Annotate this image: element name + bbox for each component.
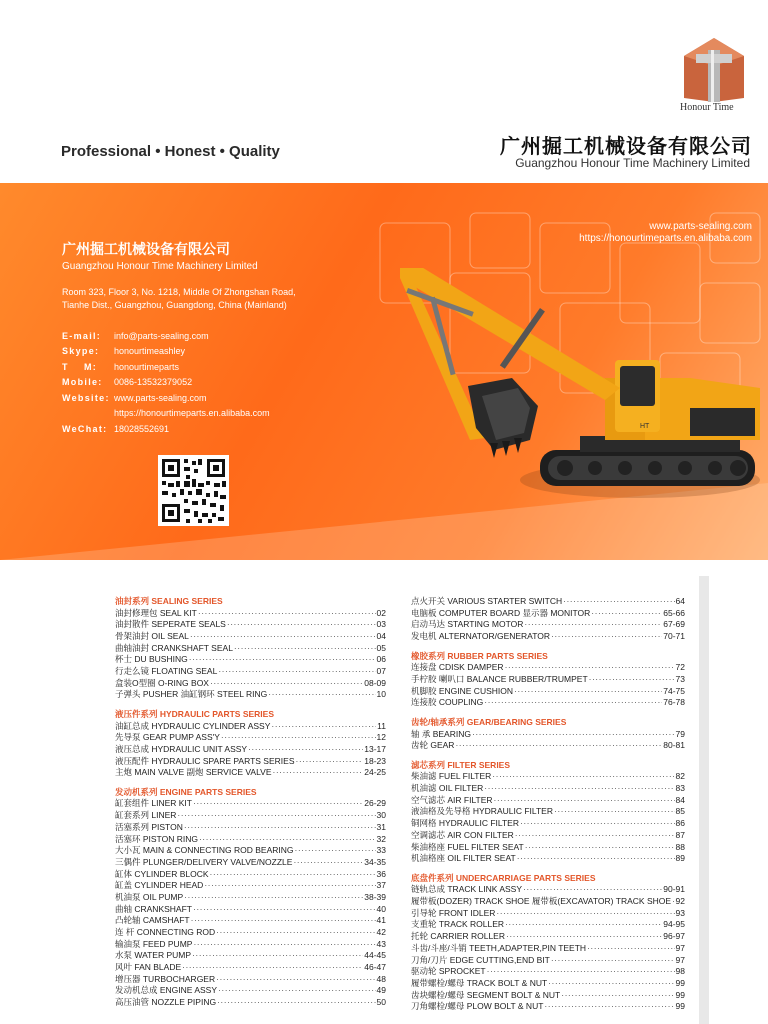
- entry-page-number: 40: [376, 903, 386, 914]
- dot-leader: [487, 966, 675, 978]
- section-spacer: [411, 709, 685, 717]
- entry-page-number: 80-81: [663, 740, 685, 751]
- contact-row: [62, 328, 270, 344]
- entry-page-number: 76-78: [663, 697, 685, 708]
- index-entry[interactable]: [115, 798, 386, 810]
- dot-leader: [496, 908, 674, 920]
- dot-leader: [561, 990, 674, 1002]
- email-link[interactable]: info@parts-sealing.com: [114, 330, 209, 341]
- entry-page-number: 65-66: [663, 607, 685, 618]
- entry-title: 机油滤 OIL FILTER: [411, 783, 484, 794]
- dot-leader: [492, 771, 674, 783]
- website-links: [579, 221, 752, 245]
- index-entry[interactable]: [115, 732, 386, 744]
- entry-page-number: 72: [675, 662, 685, 673]
- dot-leader: [505, 919, 662, 931]
- dot-leader: [221, 732, 376, 744]
- index-entry[interactable]: [411, 896, 685, 908]
- dot-leader: [271, 721, 376, 733]
- entry-page-number: 05: [376, 642, 386, 653]
- index-entry[interactable]: [411, 686, 685, 698]
- entry-page-number: 24-25: [364, 767, 386, 778]
- entry-page-number: 02: [376, 607, 386, 618]
- entry-title: 曲轴油封 CRANKSHAFT SEAL: [115, 642, 233, 653]
- section-spacer: [411, 752, 685, 760]
- entry-page-number: 04: [376, 630, 386, 641]
- index-entry[interactable]: [411, 596, 685, 608]
- dot-leader: [218, 666, 375, 678]
- index-entry[interactable]: [411, 697, 685, 709]
- section-heading: 油封系列 SEALING SERIES: [115, 596, 223, 606]
- index-entry[interactable]: [411, 908, 685, 920]
- dot-leader: [554, 806, 675, 818]
- address-line: Room 323, Floor 3, No. 1218, Middle Of Zhongshan Road,: [62, 287, 296, 297]
- entry-title: 风叶 FAN BLADE: [115, 962, 182, 973]
- index-entry[interactable]: [115, 744, 386, 756]
- dot-leader: [192, 950, 363, 962]
- entry-title: 连接盘 CDISK DAMPER: [411, 662, 504, 673]
- index-entry[interactable]: [411, 853, 685, 865]
- section-spacer: [411, 865, 685, 873]
- contact-label: WeChat:: [62, 423, 108, 434]
- entry-page-number: 06: [376, 654, 386, 665]
- website-link[interactable]: www.parts-sealing.com: [649, 221, 752, 232]
- entry-title: 曲轴 CRANKSHAFT: [115, 903, 192, 914]
- section-spacer: [411, 643, 685, 651]
- index-entry[interactable]: [411, 955, 685, 967]
- entry-title: 机脚胶 ENGINE CUSHION: [411, 685, 514, 696]
- entry-page-number: 44-45: [364, 950, 386, 961]
- entry-title: 高压油管 NOZZLE PIPING: [115, 997, 217, 1008]
- entry-title: 发电机 ALTERNATOR/GENERATOR: [411, 631, 551, 642]
- index-column-left: [115, 596, 386, 1009]
- contact-label: Skype:: [62, 346, 100, 357]
- index-entry[interactable]: [411, 919, 685, 931]
- entry-page-number: 38-39: [364, 891, 386, 902]
- dot-leader: [514, 686, 662, 698]
- entry-page-number: 70-71: [663, 631, 685, 642]
- entry-title: 手柠胶 喇叭口 BALANCE RUBBER/TRUMPET: [411, 673, 588, 684]
- dot-leader: [523, 884, 662, 896]
- index-entry[interactable]: [115, 915, 386, 927]
- entry-title: 缸套系列 LINER: [115, 810, 177, 821]
- website-link[interactable]: www.parts-sealing.com: [114, 392, 207, 403]
- dot-leader: [217, 997, 375, 1009]
- contact-label: E-mail:: [62, 330, 102, 341]
- entry-page-number: 50: [376, 997, 386, 1008]
- entry-page-number: 96-97: [663, 931, 685, 942]
- dot-leader: [268, 689, 375, 701]
- entry-page-number: 10: [376, 689, 386, 700]
- index-entry[interactable]: [115, 834, 386, 846]
- entry-page-number: 99: [675, 989, 685, 1000]
- contact-label: Mobile:: [62, 377, 103, 388]
- index-entry[interactable]: [115, 869, 386, 881]
- entry-title: 轴 承 BEARING: [411, 728, 471, 739]
- dot-leader: [218, 985, 376, 997]
- index-entry[interactable]: [115, 619, 386, 631]
- dot-leader: [587, 943, 674, 955]
- section-spacer: [115, 779, 386, 787]
- entry-title: 电脑板 COMPUTER BOARD 显示器 MONITOR: [411, 607, 591, 618]
- index-entry[interactable]: [411, 783, 685, 795]
- entry-page-number: 94-95: [663, 919, 685, 930]
- dot-leader: [234, 643, 376, 655]
- dot-leader: [193, 798, 363, 810]
- section-heading: 橡胶系列 RUBBER PARTS SERIES: [411, 650, 548, 661]
- index-entry[interactable]: [411, 966, 685, 978]
- index-entry[interactable]: [411, 978, 685, 990]
- entry-page-number: 18-23: [364, 755, 386, 766]
- skype-id: honourtimeashley: [114, 346, 186, 357]
- entry-title: 斗齿/斗座/斗销 TEETH,ADAPTER,PIN TEETH: [411, 942, 587, 953]
- index-entry[interactable]: [411, 771, 685, 783]
- entry-title: 子弹头 PUSHER 油缸钢环 STEEL RING: [115, 689, 268, 700]
- index-entry[interactable]: [115, 654, 386, 666]
- parts-index: [0, 560, 768, 1024]
- dot-leader: [177, 810, 375, 822]
- dot-leader: [524, 619, 662, 631]
- contact-list: [62, 328, 270, 437]
- entry-page-number: 49: [376, 985, 386, 996]
- index-entry[interactable]: [115, 974, 386, 986]
- entry-title: 启动马达 STARTING MOTOR: [411, 619, 524, 630]
- entry-title: 驱动轮 SPROCKET: [411, 966, 486, 977]
- company-name-en: Guangzhou Honour Time Machinery Limited: [515, 156, 750, 170]
- contact-row: [62, 359, 270, 375]
- dot-leader: [193, 939, 375, 951]
- tagline: Professional • Honest • Quality: [61, 143, 280, 160]
- entry-page-number: 93: [675, 907, 685, 918]
- entry-page-number: 08-09: [364, 677, 386, 688]
- entry-title: 支重轮 TRACK ROLLER: [411, 919, 505, 930]
- dot-leader: [544, 1001, 674, 1013]
- contact-row: [62, 390, 270, 406]
- entry-title: 柴油滤 FUEL FILTER: [411, 771, 492, 782]
- entry-title: 油缸总成 HYDRAULIC CYLINDER ASSY: [115, 720, 271, 731]
- index-entry[interactable]: [115, 985, 386, 997]
- index-entry[interactable]: [115, 689, 386, 701]
- index-entry[interactable]: [115, 810, 386, 822]
- index-entry[interactable]: [115, 822, 386, 834]
- dot-leader: [295, 845, 376, 857]
- index-entry[interactable]: [411, 674, 685, 686]
- dot-leader: [184, 822, 376, 834]
- index-entry[interactable]: [115, 666, 386, 678]
- index-entry[interactable]: [411, 662, 685, 674]
- dot-leader: [515, 830, 675, 842]
- index-entry[interactable]: [411, 806, 685, 818]
- index-entry[interactable]: [115, 631, 386, 643]
- index-entry[interactable]: [411, 729, 685, 741]
- dot-leader: [273, 767, 364, 779]
- dot-leader: [591, 608, 662, 620]
- index-entry[interactable]: [115, 845, 386, 857]
- entry-title: 缸盖 CYLINDER HEAD: [115, 880, 204, 891]
- entry-page-number: 99: [675, 1001, 685, 1012]
- index-entry[interactable]: [411, 842, 685, 854]
- mobile-number: 0086-13532379052: [114, 377, 193, 388]
- dot-leader: [472, 729, 675, 741]
- entry-title: 履带板(DOZER) TRACK SHOE 履带板(EXCAVATOR) TRACK SHOE: [411, 896, 672, 907]
- index-entry[interactable]: [411, 795, 685, 807]
- entry-page-number: 32: [376, 833, 386, 844]
- dot-leader: [455, 740, 662, 752]
- alibaba-link[interactable]: https://honourtimeparts.en.alibaba.com: [114, 408, 270, 419]
- dot-leader: [672, 896, 674, 908]
- entry-page-number: 84: [675, 794, 685, 805]
- index-entry[interactable]: [411, 818, 685, 830]
- index-entry[interactable]: [115, 857, 386, 869]
- entry-title: 发动机总成 ENGINE ASSY: [115, 985, 218, 996]
- entry-title: 空调滤芯 AIR CON FILTER: [411, 829, 514, 840]
- dot-leader: [505, 662, 675, 674]
- section-heading: 齿轮/轴承系列 GEAR/BEARING SERIES: [411, 717, 567, 727]
- entry-page-number: 97: [675, 954, 685, 965]
- entry-title: 齿轮 GEAR: [411, 740, 455, 751]
- address-line: Tianhe Dist., Guangzhou, Guangdong, China (Mainland): [62, 300, 287, 310]
- entry-title: 三偶件 PLUNGER/DELIVERY VALVE/NOZZLE: [115, 856, 293, 867]
- dot-leader: [199, 834, 376, 846]
- company-name-cn: 广州掘工机械设备有限公司: [500, 136, 752, 158]
- qr-code-icon: [158, 455, 229, 526]
- entry-title: 液压配件 HYDRAULIC SPARE PARTS SERIES: [115, 755, 295, 766]
- entry-title: 铜网格 HYDRAULIC FILTER: [411, 818, 519, 829]
- entry-page-number: 97: [675, 942, 685, 953]
- index-entry[interactable]: [115, 950, 386, 962]
- section-heading: 滤芯系列 FILTER SERIES: [411, 759, 511, 770]
- entry-page-number: 85: [675, 806, 685, 817]
- index-entry[interactable]: [115, 939, 386, 951]
- section-heading: 发动机系列 ENGINE PARTS SERIES: [115, 786, 257, 797]
- alibaba-link[interactable]: https://honourtimeparts.en.alibaba.com: [579, 233, 752, 244]
- entry-title: 液压总成 HYDRAULIC UNIT ASSY: [115, 743, 248, 754]
- entry-title: 柴油格座 FUEL FILTER SEAT: [411, 841, 524, 852]
- entry-page-number: 07: [376, 665, 386, 676]
- section-spacer: [115, 701, 386, 709]
- index-entry[interactable]: [411, 990, 685, 1002]
- page-edge-shadow: [699, 576, 709, 1024]
- dot-leader: [520, 818, 675, 830]
- index-entry[interactable]: [115, 756, 386, 768]
- entry-title: 点火开关 VARIOUS STARTER SWITCH: [411, 596, 563, 606]
- index-entry[interactable]: [115, 962, 386, 974]
- entry-title: 输油泵 FEED PUMP: [115, 938, 193, 949]
- entry-title: 链轨总成 TRACK LINK ASSY: [411, 884, 522, 895]
- entry-title: 骨架油封 OIL SEAL: [115, 630, 189, 641]
- section-heading: 液压件系列 HYDRAULIC PARTS SERIES: [115, 709, 274, 719]
- entry-title: 主炮 MAIN VALVE 副炮 SERVICE VALVE: [115, 767, 272, 778]
- dot-leader: [198, 608, 376, 620]
- dot-leader: [484, 697, 662, 709]
- entry-page-number: 37: [376, 880, 386, 891]
- entry-title: 活塞环 PISTON RING: [115, 833, 198, 844]
- dot-leader: [191, 915, 376, 927]
- entry-page-number: 31: [376, 821, 386, 832]
- dot-leader: [216, 927, 375, 939]
- dot-leader: [563, 596, 674, 608]
- entry-page-number: 26-29: [364, 798, 386, 809]
- index-entry[interactable]: [115, 880, 386, 892]
- dot-leader: [551, 955, 675, 967]
- dot-leader: [216, 974, 375, 986]
- entry-title: 先导泵 GEAR PUMP ASS'Y: [115, 732, 220, 743]
- entry-page-number: 11: [377, 720, 386, 731]
- dot-leader: [293, 857, 363, 869]
- entry-page-number: 43: [376, 938, 386, 949]
- index-entry[interactable]: [115, 904, 386, 916]
- dot-leader: [551, 631, 662, 643]
- index-entry[interactable]: [411, 931, 685, 943]
- entry-page-number: 92: [675, 896, 685, 907]
- index-column-right: [411, 596, 685, 1013]
- index-entry[interactable]: [115, 892, 386, 904]
- dot-leader: [190, 631, 376, 643]
- entry-title: 行走么镜 FLOATING SEAL: [115, 665, 218, 676]
- dot-leader: [184, 892, 363, 904]
- entry-page-number: 82: [675, 771, 685, 782]
- contact-label: Website:: [62, 392, 110, 403]
- entry-title: 托轮 CARRIER ROLLER: [411, 931, 505, 942]
- entry-title: 水泵 WATER PUMP: [115, 950, 192, 961]
- contact-row: [62, 375, 270, 391]
- entry-title: 连 杆 CONNECTING ROD: [115, 927, 216, 937]
- entry-page-number: 86: [675, 818, 685, 829]
- entry-title: 液油格及先导格 HYDRAULIC FILTER: [411, 806, 553, 817]
- dot-leader: [189, 654, 376, 666]
- index-entry[interactable]: [115, 608, 386, 620]
- dot-leader: [517, 853, 675, 865]
- wechat-id: 18028552691: [114, 423, 170, 434]
- entry-page-number: 42: [376, 927, 386, 937]
- index-entry[interactable]: [411, 943, 685, 955]
- entry-page-number: 30: [376, 810, 386, 821]
- index-entry[interactable]: [115, 721, 386, 733]
- entry-title: 空气滤芯 AIR FILTER: [411, 794, 493, 805]
- entry-title: 齿块螺栓/螺母 SEGMENT BOLT & NUT: [411, 989, 561, 1000]
- entry-page-number: 41: [376, 915, 386, 926]
- entry-page-number: 79: [675, 728, 685, 739]
- entry-page-number: 73: [675, 673, 685, 684]
- dot-leader: [484, 783, 674, 795]
- logo-text: Honour Time: [680, 102, 734, 113]
- entry-title: 机油泵 OIL PUMP: [115, 891, 184, 902]
- contact-row: [62, 421, 270, 437]
- index-entry[interactable]: [411, 1001, 685, 1013]
- entry-title: 刀角螺栓/螺母 PLOW BOLT & NUT: [411, 1001, 544, 1012]
- entry-title: 活塞系列 PISTON: [115, 821, 183, 832]
- dot-leader: [506, 931, 662, 943]
- entry-page-number: 90-91: [663, 884, 685, 895]
- entry-title: 增压器 TURBOCHARGER: [115, 973, 216, 984]
- entry-title: 连接胶 COUPLING: [411, 697, 484, 708]
- banner-company-cn: 广州掘工机械设备有限公司: [62, 241, 230, 257]
- entry-page-number: 13-17: [364, 743, 386, 754]
- dot-leader: [548, 978, 674, 990]
- entry-title: 履带螺栓/螺母 TRACK BOLT & NUT: [411, 977, 548, 988]
- entry-title: 油封散件 SEPERATE SEALS: [115, 619, 226, 630]
- entry-page-number: 12: [376, 732, 386, 743]
- index-entry[interactable]: [115, 767, 386, 779]
- entry-page-number: 99: [675, 977, 685, 988]
- entry-page-number: 98: [675, 966, 685, 977]
- dot-leader: [494, 795, 675, 807]
- index-entry[interactable]: [115, 678, 386, 690]
- dot-leader: [210, 678, 363, 690]
- header: [0, 0, 768, 183]
- index-entry[interactable]: [411, 884, 685, 896]
- index-entry[interactable]: [115, 643, 386, 655]
- dot-leader: [589, 674, 675, 686]
- dot-leader: [182, 962, 363, 974]
- entry-page-number: 67-69: [663, 619, 685, 630]
- dot-leader: [227, 619, 376, 631]
- dot-leader: [193, 904, 376, 916]
- entry-page-number: 89: [675, 853, 685, 864]
- index-entry[interactable]: [411, 830, 685, 842]
- entry-title: 缸体 CYLINDER BLOCK: [115, 868, 209, 879]
- entry-title: 油封修理包 SEAL KIT: [115, 607, 197, 618]
- entry-page-number: 33: [376, 845, 386, 856]
- svg-text:HT: HT: [640, 423, 650, 430]
- entry-page-number: 03: [376, 619, 386, 630]
- index-entry[interactable]: [115, 927, 386, 939]
- entry-page-number: 83: [675, 783, 685, 794]
- entry-title: 盒装O型圈 O-RING BOX: [115, 677, 209, 688]
- dot-leader: [210, 869, 376, 881]
- index-entry[interactable]: [411, 608, 685, 620]
- entry-title: 大小瓦 MAIN & CONNECTING ROD BEARING: [115, 845, 294, 856]
- tm-id: honourtimeparts: [114, 361, 180, 372]
- address: [62, 286, 296, 312]
- banner-company-en: Guangzhou Honour Time Machinery Limited: [62, 261, 258, 272]
- entry-title: 机油格座 OIL FILTER SEAT: [411, 853, 516, 864]
- entry-page-number: 87: [675, 829, 685, 840]
- index-entry[interactable]: [115, 997, 386, 1009]
- entry-page-number: 74-75: [663, 685, 685, 696]
- excavator-illustration-icon: [390, 268, 760, 508]
- entry-title: 引导轮 FRONT IDLER: [411, 907, 496, 918]
- dot-leader: [525, 842, 675, 854]
- dot-leader: [204, 880, 375, 892]
- entry-page-number: 34-35: [364, 856, 386, 867]
- index-entry[interactable]: [411, 740, 685, 752]
- entry-title: 杯士 DU BUSHING: [115, 654, 188, 665]
- entry-title: 缸套组件 LINER KIT: [115, 798, 192, 809]
- index-entry[interactable]: [411, 619, 685, 631]
- dot-leader: [295, 756, 363, 768]
- index-entry[interactable]: [411, 631, 685, 643]
- entry-page-number: 48: [376, 973, 386, 984]
- contact-label: T M:: [62, 361, 98, 372]
- contact-row: [62, 344, 270, 360]
- entry-page-number: 46-47: [364, 962, 386, 973]
- entry-title: 凸轮轴 CAMSHAFT: [115, 915, 190, 926]
- entry-page-number: 36: [376, 868, 386, 879]
- banner: [0, 183, 768, 560]
- section-heading: 底盘件系列 UNDERCARRIAGE PARTS SERIES: [411, 872, 596, 883]
- entry-title: 刀角/刀片 EDGE CUTTING,END BIT: [411, 954, 550, 965]
- entry-page-number: 64: [675, 596, 685, 606]
- entry-page-number: 88: [675, 841, 685, 852]
- contact-row: [62, 406, 270, 422]
- dot-leader: [248, 744, 363, 756]
